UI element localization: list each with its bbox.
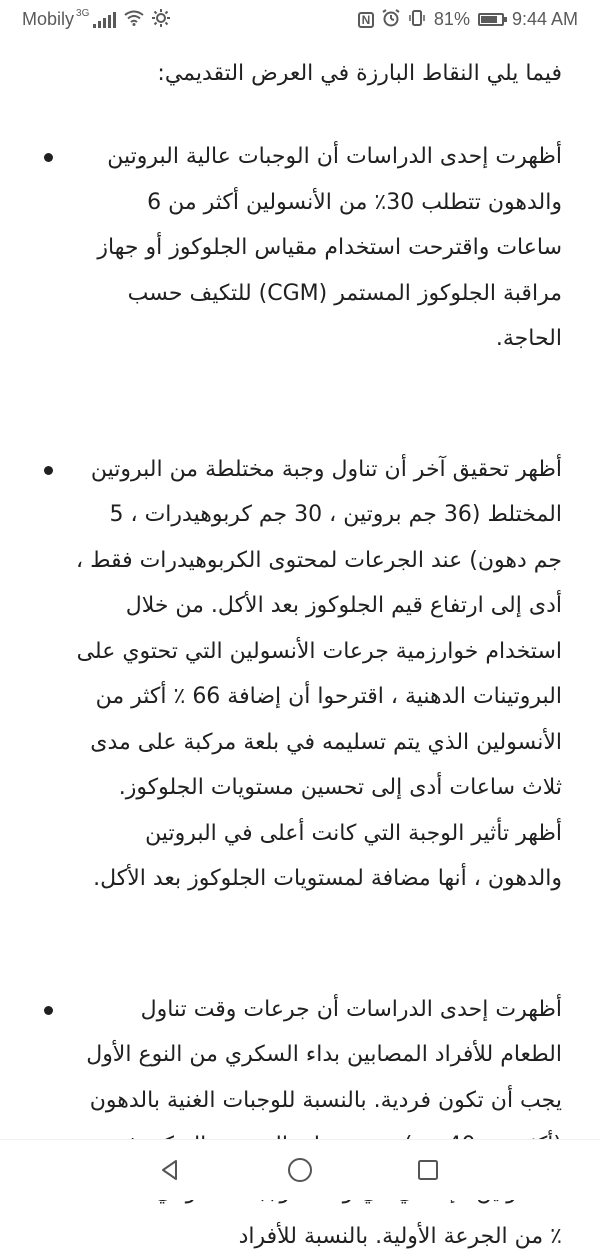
signal-icon: [93, 12, 116, 28]
recents-button[interactable]: [410, 1152, 446, 1188]
wifi-icon: [124, 10, 144, 29]
navigation-bar: [0, 1139, 600, 1200]
back-button[interactable]: [152, 1152, 188, 1188]
vibrate-icon: [408, 9, 426, 30]
bullet-text: أظهرت إحدى الدراسات أن الوجبات عالية البروتين والدهون تتطلب 30٪ من الأنسولين أكثر من 6 ساعات واقترحت استخدام مقياس الجلوكوز أو جهاز مراقبة الجلوكوز المستمر (CGM) للتكيف حسب الحاجة.: [97, 144, 562, 351]
bullet-point: [40, 447, 562, 902]
nfc-label: N: [361, 12, 371, 27]
triangle-back-icon: [158, 1158, 182, 1182]
bullet-point: [40, 134, 562, 362]
alarm-icon: [382, 9, 400, 30]
status-right-group: [358, 9, 578, 30]
battery-fill: [481, 16, 497, 23]
clock-time: 9:44 AM: [511, 9, 578, 29]
bullet-dot-icon: [44, 466, 53, 475]
bullet-text: أظهر تحقيق آخر أن تناول وجبة مختلطة من البروتين المختلط (36 جم بروتين ، 30 جم كربوهيدرات ، 5 جم دهون) عند الجرعات لمحتوى الكربوهيدرات فقط ، أدى إلى ارتفاع قيم الجلوكوز بعد الأكل. من خلال استخدام خوارزمية جرعات الأنسولين التي تحتوي على البروتينات الدهنية ، اقترحوا أن إضافة 66 ٪ أكثر من الأنسولين الذي يتم تسليمه في بلعة مركبة على مدى ثلاث ساعات أدى إلى تحسين مستويات الجلوكوز. أظهر تأثير الوجبة التي كانت أعلى في البروتين والدهون ، أنها مضافة لمستويات الجلوكوز بعد الأكل.: [75, 456, 562, 891]
status-left-group: [22, 9, 170, 30]
battery-percent: 81%: [433, 9, 470, 29]
nfc-icon: [358, 12, 374, 28]
home-button[interactable]: [282, 1152, 318, 1188]
bullet-dot-icon: [44, 1006, 53, 1015]
article-content: [0, 40, 600, 1249]
battery-icon: [478, 13, 504, 26]
bullet-dot-icon: [44, 153, 53, 162]
square-recents-icon: [416, 1158, 440, 1182]
status-bar: [0, 0, 600, 40]
bullet-text: أظهرت إحدى الدراسات أن جرعات وقت تناول الطعام للأفراد المصابين بداء السكري من النوع الأول يجب أن تكون فردية. بالنسبة للوجبات الغنية بالدهون ٪ من الجرعة الأولية. بالنسبة للأفراد: [86, 996, 562, 1249]
brightness-icon: [152, 9, 170, 30]
network-type: 3G: [76, 8, 90, 19]
bullet-point: [40, 987, 562, 1260]
article-intro: فيما يلي النقاط البارزة في العرض التقديمي:: [157, 61, 562, 86]
carrier-name: Mobily: [22, 9, 75, 29]
circle-home-icon: [286, 1156, 314, 1184]
